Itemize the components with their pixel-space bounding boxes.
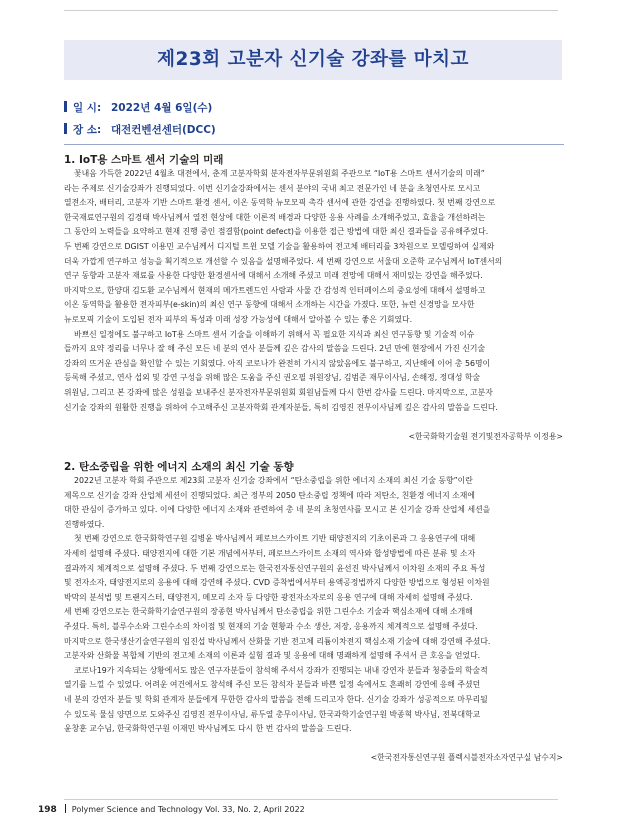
body-line: 윤창훈 교수님, 한국화학연구원 이재민 박사님께도 다시 한 번 감사의 말씀을 드린다.	[64, 724, 352, 734]
footer	[38, 804, 305, 815]
body-line: 꽃내음 가득한 2022년 4월초 대전에서, 춘계 고분자학회 분자전자부문위원회 주관으로 “IoT용 스마트 센서기술의 미래”	[74, 169, 485, 178]
journal-citation: Polymer Science and Technology Vol. 33, No. 2, April 2022	[71, 805, 305, 814]
body-line: 들까지 요약 정리를 너무나 잘 해 주신 모든 네 분의 연사 분들께 깊은 감사의 말씀을 드린다. 2년 만에 현장에서 가진 신기술	[64, 344, 486, 354]
body-line: 한국재료연구원의 김경태 박사님께서 열전 현상에 대한 이론적 배경과 다양한 응용 사례를 소개해주었고, 효율을 개선하려는	[64, 212, 486, 222]
info-label: 일 시:	[73, 102, 102, 114]
info-value: 2022년 4월 6일(수)	[111, 102, 213, 114]
body-line: 두 번째 강연으로 DGIST 이용민 교수님께서 디지털 트윈 모델 기술을 활용하여 전고체 배터리를 3차원으로 모델링하여 실제와	[64, 241, 495, 251]
body-line: 마지막으로 한국생산기술연구원의 임진섭 박사님께서 산화물 기반 전고체 리튬이차전지 핵심소재 기술에 대해 강연해 주셨다.	[64, 636, 491, 646]
info-divider	[64, 144, 564, 145]
section-heading-2: 2. 탄소중립을 위한 에너지 소재의 최신 기술 동향	[64, 461, 294, 473]
body-line: 라는 주제로 신기술강좌가 진행되었다. 이번 신기술강좌에서는 센서 분야의 국내 최고 전문가인 네 분을 초청연사로 모시고	[64, 183, 481, 193]
body-line: 세 번째 강연으로는 한국화학기술연구원의 장종현 박사님께서 탄소중립을 위한 그린수소 기술과 핵심소재에 대해 소개해	[64, 607, 473, 617]
body-line: 이온 동역학을 활용한 전자피부(e-skin)의 최신 연구 동향에 대해서 소개하는 시간을 가졌다. 또한, 뉴런 신경망을 모사한	[64, 300, 475, 310]
body-line: 마지막으로, 한양대 김도환 교수님께서 현재의 메가트렌드인 사람과 사물 간 감성적 인터페이스의 중요성에 대해서 설명하고	[64, 285, 486, 295]
body-line: 진행하였다.	[64, 519, 105, 529]
body-line: 열전소자, 배터리, 고분자 기반 스마트 환경 센서, 이온 동역학 뉴모모픽 촉각 센서에 관한 강연을 진행하였다. 첫 번째 강연으로	[64, 198, 496, 208]
footer-separator	[65, 804, 66, 813]
info-bar	[64, 101, 67, 112]
body-line: 2022년 고분자 학회 주관으로 제23회 고분자 신기술 강좌에서 “탄소중립을 위한 에너지 소재의 최신 기술 동향”이란	[74, 476, 473, 485]
signature-1: <한국화학기술원 전기및전자공학부 이정용>	[408, 432, 563, 441]
body-line: 연구 동향과 고분자 재료를 사용한 다양한 환경센서에 대해서 소개해 주셨고 미래 전망에 대해서 재미있는 강연을 해주었다.	[64, 271, 483, 281]
body-line: 및 전자소자, 태양전지로의 응용에 대해 강연해 주셨다. CVD 증착법에서부터 용액공정법까지 다양한 방법으로 형성된 이차원	[64, 578, 490, 588]
info-value: 대전컨벤션센터(DCC)	[111, 124, 216, 136]
page-title: 제23회 고분자 신기술 강좌를 마치고	[157, 49, 469, 70]
body-line: 수 있도록 물심 양면으로 도와주신 김영진 전무이사님, 류두열 총무이사님, 한국과학기술연구원 박종혁 박사님, 전북대학교	[64, 709, 481, 719]
body-line: 결과까지 체계적으로 설명해 주셨다. 두 번째 강연으로는 한국전자통신연구원의 윤선진 박사님께서 이차원 소재의 주요 특성	[64, 563, 486, 573]
body-line: 제목으로 신기술 강좌 산업체 세션이 진행되었다. 최근 정부의 2050 탄소중립 정책에 따라 저탄소, 친환경 에너지 소재에	[64, 490, 475, 500]
body-line: 등록해 주셨고, 연사 섭외 및 강연 구성을 위해 많은 도움을 주신 권오필 위원장님, 김범준 재무이사님, 손해정, 정대성 학술	[64, 373, 481, 383]
section-heading-1: 1. IoT용 스마트 센서 기술의 미래	[64, 154, 224, 166]
signature-2: <한국전자통신연구원 플렉시블전자소자연구실 남수지>	[370, 753, 563, 762]
body-line: 박막의 분석법 및 트랜지스터, 태양전지, 메모리 소자 등 다양한 광전자소자로의 응용 연구에 대해 자세히 설명해 주셨다.	[64, 592, 473, 602]
body-line: 고분자와 산화물 복합체 기반의 전고체 소재의 이론과 실험 결과 및 응용에 대해 명쾌하게 설명해 주셔서 큰 호응을 얻었다.	[64, 651, 481, 661]
body-line: 신기술 강좌의 원활한 진행을 위하여 수고해주신 고분자학회 관계자분들, 특히 김영진 전무이사님께 깊은 감사의 말씀을 드린다.	[64, 402, 498, 412]
body-line: 더욱 가깝게 연구하고 성능을 획기적으로 개선할 수 있음을 설명해주었다. 세 번째 강연으로 서울대 오준학 교수님께서 IoT센서의	[64, 256, 503, 266]
info-bar	[64, 123, 67, 134]
page-number: 198	[38, 805, 57, 815]
body-line: 첫 번째 강연으로 한국화학연구원 김병윤 박사님께서 페로브스카이트 기반 태양전지의 기초이론과 그 응용연구에 대해	[74, 534, 476, 544]
section-body-1	[64, 167, 563, 415]
body-line: 네 분의 강연자 분들 및 학회 관계자 분들에게 무한한 감사의 말씀을 전해 드리고자 한다. 신기술 강좌가 성공적으로 마무리될	[64, 694, 488, 704]
body-line: 위원님, 그리고 본 강좌에 많은 성원을 보내주신 분자전자부문위원회 회원님들께 다시 한번 감사를 드린다. 마지막으로, 고분자	[64, 387, 493, 397]
top-rule	[64, 10, 558, 11]
body-line: 바쁘신 일정에도 불구하고 IoT용 스마트 센서 기술을 이해하기 위해서 꼭 필요한 지식과 최신 연구동향 및 기술적 이슈	[74, 329, 475, 339]
body-line: 강좌의 뜨거운 관심을 확인할 수 있는 기회였다. 아직 코로나가 완전히 가시지 않았음에도 불구하고, 지난해에 이어 총 56명이	[64, 358, 491, 368]
section-body-2	[64, 474, 563, 737]
info-date	[64, 100, 364, 115]
info-label: 장 소:	[73, 124, 102, 136]
body-line: 주셨다. 특히, 블루수소와 그린수소의 차이점 및 현재의 기술 현황과 수소 생산, 저장, 응용까지 체계적으로 설명해 주셨다.	[64, 621, 478, 631]
body-line: 그 동안의 노력들을 요약하고 현재 진행 중인 점결함(point defect)을 이용한 접근 방법에 대한 최신 결과들을 공유해주었다.	[64, 227, 489, 237]
body-line: 열기를 느낄 수 있었다. 어려운 여건에서도 참석해 주신 모든 참석자 분들과 바쁜 일정 속에서도 흔쾌히 강연에 응해 주셨던	[64, 680, 481, 690]
footer-rule	[64, 799, 558, 800]
body-line: 자세히 설명해 주셨다. 태양전지에 대한 기본 개념에서부터, 페로브스카이트 소재의 역사와 합성방법에 따른 분류 및 소자	[64, 548, 476, 558]
body-line: 뉴로모픽 기술이 도입된 전자 피부의 특성과 미래 성장 가능성에 대해서 알아볼 수 있는 좋은 기회였다.	[64, 314, 413, 324]
body-line: 대한 관심이 증가하고 있다. 이에 다양한 에너지 소재와 관련하여 총 네 분의 초청연사를 모시고 본 신기술 강좌 산업체 세션을	[64, 505, 491, 515]
info-venue	[64, 122, 364, 137]
body-line: 코로나19가 지속되는 상황에서도 많은 연구자분들이 참석해 주셔서 강좌가 진행되는 내내 강연자 분들과 청중들의 학술적	[74, 665, 488, 675]
